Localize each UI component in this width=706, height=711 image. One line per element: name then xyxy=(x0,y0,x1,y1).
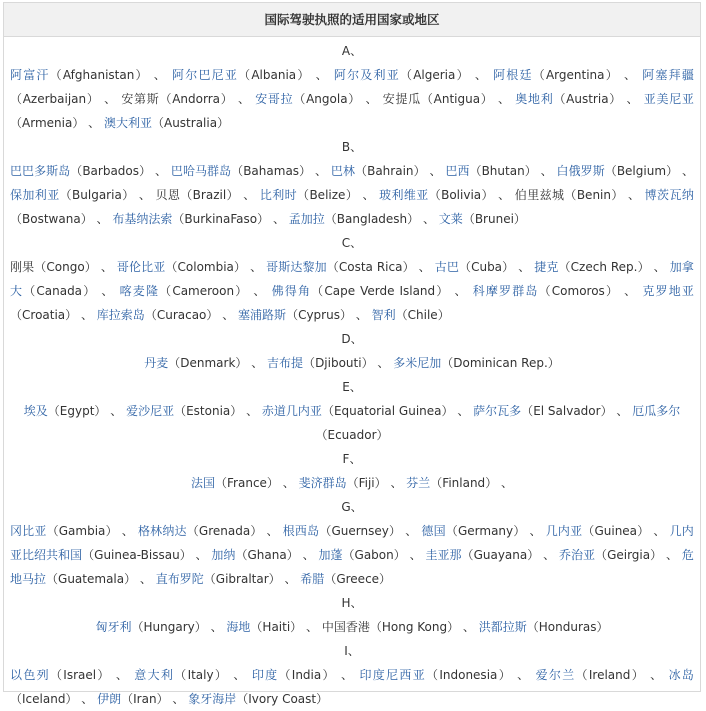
country-link[interactable]: 捷克 xyxy=(534,260,559,274)
country-link[interactable]: 文莱 xyxy=(438,212,463,226)
country-english-name: Ivory Coast xyxy=(248,692,317,706)
country-english-name: Egypt xyxy=(59,404,95,418)
country-english-name: Iceland xyxy=(22,692,66,706)
country-english-name: Denmark xyxy=(180,356,236,370)
country-english-name: Djibouti xyxy=(315,356,362,370)
country-link[interactable]: 丹麦 xyxy=(144,356,169,370)
section-letter: A、 xyxy=(341,44,363,58)
country-link[interactable]: 厄瓜多尔 xyxy=(632,404,681,418)
country-english-name: Benin xyxy=(576,188,611,202)
country-link[interactable]: 几内亚 xyxy=(545,524,583,538)
country-link[interactable]: 冰岛 xyxy=(668,668,694,682)
country-english-name: Dominican Rep. xyxy=(453,356,548,370)
country-link[interactable]: 巴巴多斯岛 xyxy=(10,164,71,178)
country-english-name: Cape Verde Island xyxy=(324,284,436,298)
country-link[interactable]: 阿尔巴尼亚 xyxy=(172,68,239,82)
country-link[interactable]: 萨尔瓦多 xyxy=(473,404,522,418)
country-english-name: Fiji xyxy=(358,476,375,490)
country-english-name: Cyprus xyxy=(298,308,340,322)
country-english-name: Curacao xyxy=(156,308,207,322)
country-english-name: Guatemala xyxy=(58,572,125,586)
country-english-name: Bostwana xyxy=(22,212,81,226)
country-english-name: Barbados xyxy=(82,164,140,178)
country-link[interactable]: 伊朗 xyxy=(97,692,122,706)
country-english-name: Bolivia xyxy=(441,188,482,202)
country-link[interactable]: 希腊 xyxy=(300,572,325,586)
country-english-name: Haiti xyxy=(262,620,291,634)
country-english-name: Croatia xyxy=(22,308,66,322)
country-english-name: Algeria xyxy=(413,68,456,82)
country-english-name: Brunei xyxy=(474,212,514,226)
country-link[interactable]: 斐济群岛 xyxy=(298,476,347,490)
country-english-name: Canada xyxy=(36,284,83,298)
country-list: 刚果（Congo） 、 哥伦比亚（Colombia） 、 哥斯达黎加（Costa Rica） 、 古巴（Cuba） 、 捷克（Czech Rep.） 、 加拿大（Canada） 、 喀麦隆（Cameroon） 、 佛得角（Cape Verde Island） 、 科摩罗群岛（Comoros） 、 克罗地亚（Croatia） 、 库拉索岛（Curacao） 、 塞浦路斯（Cyprus） 、 智利（Chile） xyxy=(10,260,694,322)
country-link[interactable]: 布基纳法索 xyxy=(112,212,173,226)
country-english-name: Costa Rica xyxy=(338,260,403,274)
country-name: 安第斯 xyxy=(121,92,160,106)
country-link[interactable]: 直布罗陀 xyxy=(155,572,204,586)
country-link[interactable]: 芬兰 xyxy=(406,476,431,490)
country-english-name: Azerbaijan xyxy=(22,92,87,106)
country-link[interactable]: 几内亚比绍共和国 xyxy=(10,524,694,562)
country-link[interactable]: 象牙海岸 xyxy=(188,692,237,706)
country-list: 法国（France） 、 斐济群岛（Fiji） 、 芬兰（Finland） 、 xyxy=(190,476,514,490)
country-english-name: Equatorial Guinea xyxy=(333,404,442,418)
country-english-name: Iran xyxy=(133,692,157,706)
section-letter: I、 xyxy=(344,644,360,658)
country-link[interactable]: 阿根廷 xyxy=(493,68,533,82)
country-english-name: Antigua xyxy=(433,92,481,106)
country-link[interactable]: 阿尔及利亚 xyxy=(333,68,400,82)
country-link[interactable]: 意大利 xyxy=(134,668,175,682)
country-english-name: BurkinaFaso xyxy=(184,212,258,226)
country-english-name: Israel xyxy=(63,668,97,682)
country-english-name: Cuba xyxy=(471,260,503,274)
country-link[interactable]: 亚美尼亚 xyxy=(643,92,694,106)
country-link[interactable]: 智利 xyxy=(371,308,396,322)
country-english-name: Belize xyxy=(309,188,346,202)
country-english-name: Congo xyxy=(46,260,85,274)
country-english-name: Australia xyxy=(163,116,218,130)
country-english-name: Albania xyxy=(251,68,297,82)
country-name: 贝恩 xyxy=(155,188,181,202)
country-link[interactable]: 乔治亚 xyxy=(558,548,596,562)
country-english-name: Comoros xyxy=(551,284,605,298)
country-english-name: Angola xyxy=(306,92,348,106)
country-link[interactable]: 多米尼加 xyxy=(393,356,442,370)
country-english-name: Czech Rep. xyxy=(570,260,638,274)
section-letter: C、 xyxy=(341,236,363,250)
country-english-name: Grenada xyxy=(198,524,251,538)
country-english-name: Indonesia xyxy=(439,668,498,682)
country-english-name: Colombia xyxy=(177,260,234,274)
country-english-name: France xyxy=(227,476,267,490)
country-english-name: Geirgia xyxy=(607,548,651,562)
country-link[interactable]: 印度 xyxy=(251,668,279,682)
table-title: 国际驾驶执照的适用国家或地区 xyxy=(4,3,700,37)
country-english-name: Chile xyxy=(407,308,438,322)
country-english-name: Guinea-Bissau xyxy=(94,548,180,562)
country-english-name: Hungary xyxy=(143,620,195,634)
country-link[interactable]: 博茨瓦纳 xyxy=(644,188,694,202)
country-link[interactable]: 孟加拉 xyxy=(288,212,325,226)
country-name: 伯里兹城 xyxy=(514,188,565,202)
section-letter: B、 xyxy=(341,140,363,154)
country-link[interactable]: 冈比亚 xyxy=(10,524,47,538)
country-link[interactable]: 德国 xyxy=(421,524,446,538)
country-english-name: Estonia xyxy=(186,404,231,418)
country-english-name: Belgium xyxy=(616,164,667,178)
country-link[interactable]: 格林纳达 xyxy=(137,524,187,538)
section-letter: G、 xyxy=(341,500,363,514)
country-link[interactable]: 克罗地亚 xyxy=(642,284,694,298)
country-link[interactable]: 塞浦路斯 xyxy=(238,308,287,322)
country-link[interactable]: 海地 xyxy=(226,620,251,634)
country-english-name: Gabon xyxy=(354,548,394,562)
country-list: 冈比亚（Gambia） 、 格林纳达（Grenada） 、 根西岛（Guernsey） 、 德国（Germany） 、 几内亚（Guinea） 、 几内亚比绍共和国（Guinea-Bissau） 、 加纳（Ghana） 、 加蓬（Gabon） 、 圭亚那（Guayana） 、 乔治亚（Geirgia） 、 危地马拉（Guatemala） 、 直布罗陀（Gibraltar） 、 希腊（Greece） xyxy=(10,524,694,586)
country-link[interactable]: 以色列 xyxy=(10,668,50,682)
country-link[interactable]: 爱尔兰 xyxy=(535,668,576,682)
country-link[interactable]: 阿富汗 xyxy=(10,68,50,82)
section-letter: H、 xyxy=(341,596,363,610)
section-letter: F、 xyxy=(342,452,362,466)
country-list: 丹麦（Denmark） 、 吉布提（Djibouti） 、 多米尼加（Dominican Rep.） xyxy=(144,356,560,370)
country-link[interactable]: 根西岛 xyxy=(282,524,320,538)
table-body xyxy=(4,37,700,711)
country-english-name: Hong Kong xyxy=(381,620,448,634)
country-link[interactable]: 圭亚那 xyxy=(425,548,462,562)
country-link[interactable]: 安哥拉 xyxy=(255,92,294,106)
country-list: 巴巴多斯岛（Barbados） 、 巴哈马群岛（Bahamas） 、 巴林（Bahrain） 、 巴西（Bhutan） 、 白俄罗斯（Belgium） 、 保加利亚（Bulgaria） 、 贝恩（Brazil） 、 比利时（Belize） 、 玻利维亚（Bolivia） 、 伯里兹城（Benin） 、 博茨瓦纳（Bostwana） 、 布基纳法索（BurkinaFaso） 、 孟加拉（Bangladesh） 、 文莱（Brunei） xyxy=(10,164,694,226)
country-table xyxy=(3,2,701,706)
country-english-name: Guinea xyxy=(594,524,638,538)
country-link[interactable]: 玻利维亚 xyxy=(379,188,429,202)
country-english-name: Argentina xyxy=(545,68,605,82)
country-list: 匈牙利（Hungary） 、 海地（Haiti） 、 中国香港（Hong Kong） 、 洪都拉斯（Honduras） xyxy=(95,620,609,634)
country-name: 安提瓜 xyxy=(382,92,421,106)
country-link[interactable]: 哥斯达黎加 xyxy=(266,260,327,274)
country-link[interactable]: 古巴 xyxy=(434,260,459,274)
country-name: 中国香港 xyxy=(321,620,370,634)
country-english-name: Bahamas xyxy=(243,164,300,178)
country-english-name: Bulgaria xyxy=(72,188,122,202)
country-link[interactable]: 加蓬 xyxy=(318,548,343,562)
country-link[interactable]: 库拉索岛 xyxy=(96,308,145,322)
country-link[interactable]: 爱沙尼亚 xyxy=(126,404,175,418)
country-link[interactable]: 匈牙利 xyxy=(95,620,132,634)
country-link[interactable]: 阿塞拜疆 xyxy=(642,68,694,82)
country-link[interactable]: 比利时 xyxy=(259,188,298,202)
country-english-name: India xyxy=(291,668,322,682)
country-english-name: Guayana xyxy=(473,548,528,562)
country-link[interactable]: 佛得角 xyxy=(271,284,312,298)
country-name: 刚果 xyxy=(10,260,35,274)
country-english-name: Cameroon xyxy=(172,284,235,298)
country-link[interactable]: 哥伦比亚 xyxy=(116,260,166,274)
section-letter: E、 xyxy=(342,380,362,394)
country-link[interactable]: 白俄罗斯 xyxy=(556,164,605,178)
country-english-name: Bangladesh xyxy=(336,212,408,226)
country-english-name: Italy xyxy=(187,668,214,682)
country-english-name: Ecuador xyxy=(327,428,377,442)
country-link[interactable]: 洪都拉斯 xyxy=(478,620,527,634)
country-link[interactable]: 赤道几内亚 xyxy=(261,404,322,418)
country-english-name: Brazil xyxy=(192,188,227,202)
country-english-name: Germany xyxy=(457,524,514,538)
section-letter: D、 xyxy=(341,332,363,346)
country-english-name: Afghanistan xyxy=(62,68,135,82)
country-link[interactable]: 保加利亚 xyxy=(10,188,60,202)
country-link[interactable]: 巴哈马群岛 xyxy=(170,164,232,178)
country-link[interactable]: 巴林 xyxy=(330,164,356,178)
country-english-name: Gibraltar xyxy=(215,572,269,586)
country-list: 阿富汗（Afghanistan） 、 阿尔巴尼亚（Albania） 、 阿尔及利亚（Algeria） 、 阿根廷（Argentina） 、 阿塞拜疆（Azerbaijan） 、 安第斯（Andorra） 、 安哥拉（Angola） 、 安提瓜（Antigua） 、 奥地利（Austria） 、 亚美尼亚（Armenia） 、 澳大利亚（Australia） xyxy=(10,68,694,130)
country-english-name: Austria xyxy=(566,92,609,106)
country-link[interactable]: 加纳 xyxy=(211,548,236,562)
country-link[interactable]: 加拿大 xyxy=(10,260,694,298)
country-english-name: Ireland xyxy=(588,668,631,682)
country-link[interactable]: 喀麦隆 xyxy=(119,284,160,298)
country-english-name: Honduras xyxy=(538,620,597,634)
country-english-name: Bhutan xyxy=(481,164,525,178)
country-english-name: Ghana xyxy=(247,548,287,562)
country-english-name: Bahrain xyxy=(367,164,414,178)
country-link[interactable]: 危地马拉 xyxy=(10,548,694,586)
country-link[interactable]: 法国 xyxy=(190,476,215,490)
country-english-name: Guernsey xyxy=(331,524,389,538)
country-list: 埃及（Egypt） 、 爱沙尼亚（Estonia） 、 赤道几内亚（Equatorial Guinea） 、 萨尔瓦多（El Salvador） 、 厄瓜多尔（Ecuador） xyxy=(23,404,681,442)
country-link[interactable]: 印度尼西亚 xyxy=(359,668,427,682)
country-link[interactable]: 澳大利亚 xyxy=(103,116,152,130)
country-link[interactable]: 吉布提 xyxy=(267,356,304,370)
country-english-name: Armenia xyxy=(22,116,73,130)
country-link[interactable]: 奥地利 xyxy=(515,92,554,106)
country-link[interactable]: 科摩罗群岛 xyxy=(472,284,539,298)
country-link[interactable]: 埃及 xyxy=(23,404,48,418)
country-link[interactable]: 巴西 xyxy=(445,164,470,178)
country-english-name: Finland xyxy=(442,476,486,490)
country-english-name: Gambia xyxy=(58,524,106,538)
country-english-name: El Salvador xyxy=(533,404,601,418)
country-english-name: Greece xyxy=(336,572,380,586)
country-english-name: Andorra xyxy=(172,92,221,106)
country-list: 以色列（Israel） 、 意大利（Italy） 、 印度（India） 、 印度尼西亚（Indonesia） 、 爱尔兰（Ireland） 、 冰岛（Iceland） 、 伊朗（Iran） 、 象牙海岸（Ivory Coast） xyxy=(10,668,694,706)
